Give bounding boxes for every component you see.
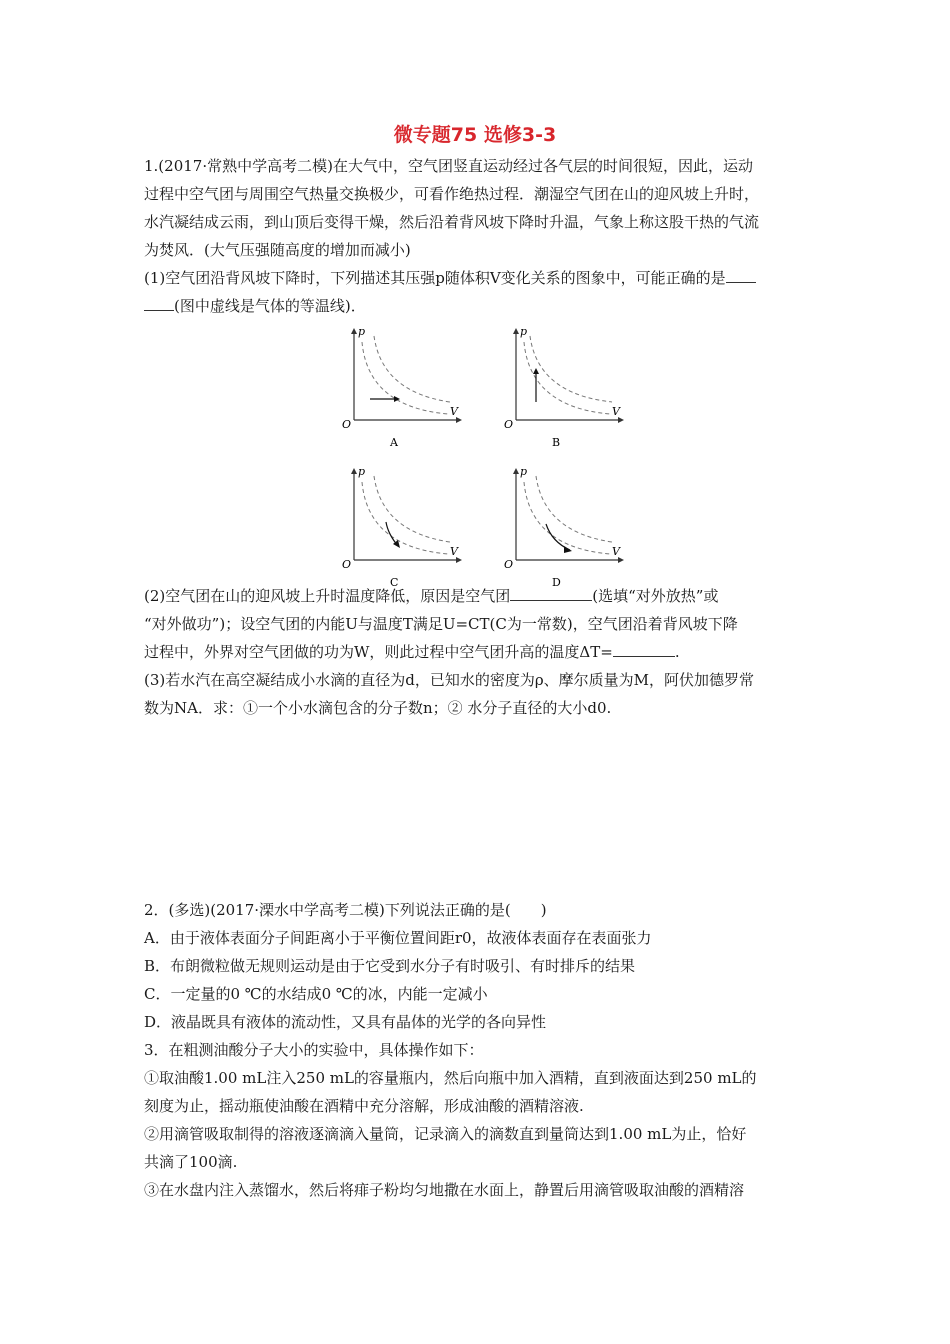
p-axis-label: p [520, 325, 528, 338]
origin-label: O [342, 418, 352, 431]
isotherm-lower [524, 342, 610, 414]
q1-part2-text-a1: (2)空气团在山的迎风坡上升时温度降低，原因是空气团 [144, 587, 511, 605]
p-axis-arrow-icon [513, 468, 519, 474]
p-axis-label: p [520, 465, 528, 478]
q1-part2-text-c2: . [674, 643, 680, 661]
v-axis-label: V [612, 545, 620, 558]
figure-a [338, 322, 468, 452]
q1-part2-line-3 [144, 642, 812, 662]
figure-c [338, 462, 468, 592]
q1-part1-line-2 [144, 296, 812, 316]
q3-line-5: 共滴了100滴. [144, 1153, 238, 1171]
q2-option-b: B．布朗微粒做无规则运动是由于它受到水分子有时吸引、有时排斥的结果 [144, 957, 636, 975]
q1-part1-text-a: (1)空气团沿背风坡下降时，下列描述其压强p随体积V变化关系的图象中，可能正确的是 [144, 269, 726, 287]
q3-line-1: 3．在粗测油酸分子大小的实验中，具体操作如下： [144, 1041, 484, 1059]
q1-part1-line-1 [144, 268, 812, 288]
isotherm-lower [524, 482, 610, 554]
p-axis-arrow-icon [513, 328, 519, 334]
isotherm-lower [362, 342, 448, 414]
q1-part2-line-1 [144, 586, 812, 606]
q2-stem: 2．(多选)(2017·溧水中学高考二模)下列说法正确的是( ) [144, 901, 547, 919]
p-axis-arrow-icon [351, 328, 357, 334]
answer-blank-1[interactable] [726, 268, 756, 283]
v-axis-label: V [450, 405, 458, 418]
q1-part2-text-a2: (选填“对外放热”或 [592, 587, 719, 605]
origin-label: O [504, 418, 514, 431]
process-arrow-icon [564, 546, 572, 553]
page-title: 微专题75 选修3-3 [393, 124, 557, 146]
q1-text-line-3: 水汽凝结成云雨，到山顶后变得干燥，然后沿着背风坡下降时升温，气象上称这股干热的气流 [144, 213, 760, 231]
v-axis-label: V [450, 545, 458, 558]
answer-blank-2[interactable] [510, 586, 592, 601]
v-axis-label: V [612, 405, 620, 418]
figure-d-label: D [552, 576, 561, 589]
q1-text-line-2: 过程中空气团与周围空气热量交换极少，可看作绝热过程．潮湿空气团在山的迎风坡上升时， [144, 185, 760, 203]
q1-part3-line-2: 数为NA．求：①一个小水滴包含的分子数n；② 水分子直径的大小d0. [144, 699, 612, 717]
figure-b [500, 322, 630, 452]
figure-a-label: A [390, 436, 398, 449]
q3-line-6: ③在水盘内注入蒸馏水，然后将痱子粉均匀地撒在水面上，静置后用滴管吸取油酸的酒精溶 [144, 1181, 745, 1199]
p-axis-label: p [358, 465, 366, 478]
p-axis-arrow-icon [351, 468, 357, 474]
q1-part1-text-b: (图中虚线是气体的等温线)． [174, 297, 366, 315]
figure-c-label: C [390, 576, 399, 589]
isotherm-upper [530, 336, 612, 402]
q1-part2-text-c1: 过程中，外界对空气团做的功为W，则此过程中空气团升高的温度ΔT= [144, 643, 613, 661]
q2-option-a: A．由于液体表面分子间距离小于平衡位置间距r0，故液体表面存在表面张力 [144, 929, 652, 947]
q3-line-3: 刻度为止，摇动瓶使油酸在酒精中充分溶解，形成油酸的酒精溶液. [144, 1097, 584, 1115]
q1-text-line-1: 1.(2017·常熟中学高考二模)在大气中，空气团竖直运动经过各气层的时间很短，因此，运动 [144, 157, 753, 175]
q3-line-2: ①取油酸1.00 mL注入250 mL的容量瓶内，然后向瓶中加入酒精，直到液面达到250 mL的 [144, 1069, 757, 1087]
figure-b-label: B [552, 436, 561, 449]
q2-option-d: D．液晶既具有液体的流动性，又具有晶体的光学的各向异性 [144, 1013, 547, 1031]
q3-line-4: ②用滴管吸取制得的溶液逐滴滴入量筒，记录滴入的滴数直到量筒达到1.00 mL为止，恰好 [144, 1125, 747, 1143]
origin-label: O [342, 558, 352, 571]
origin-label: O [504, 558, 514, 571]
process-arrow-icon [533, 368, 539, 374]
q1-part3-line-1: (3)若水汽在高空凝结成小水滴的直径为d，已知水的密度为ρ、摩尔质量为M，阿伏加德罗常 [144, 671, 755, 689]
answer-blank-3[interactable] [613, 642, 675, 657]
answer-blank-1-cont[interactable] [144, 296, 174, 311]
isotherm-lower [362, 482, 448, 554]
q1-text-line-4: 为焚风．(大气压强随高度的增加而减小) [144, 241, 411, 259]
q1-part2-line-2: “对外做功”)；设空气团的内能U与温度T满足U=CT(C为一常数)，空气团沿着背风坡下降 [144, 615, 738, 633]
figure-d [500, 462, 630, 592]
q2-option-c: C．一定量的0 ℃的水结成0 ℃的冰，内能一定减小 [144, 985, 488, 1003]
process-curve [546, 524, 570, 550]
p-axis-label: p [358, 325, 366, 338]
